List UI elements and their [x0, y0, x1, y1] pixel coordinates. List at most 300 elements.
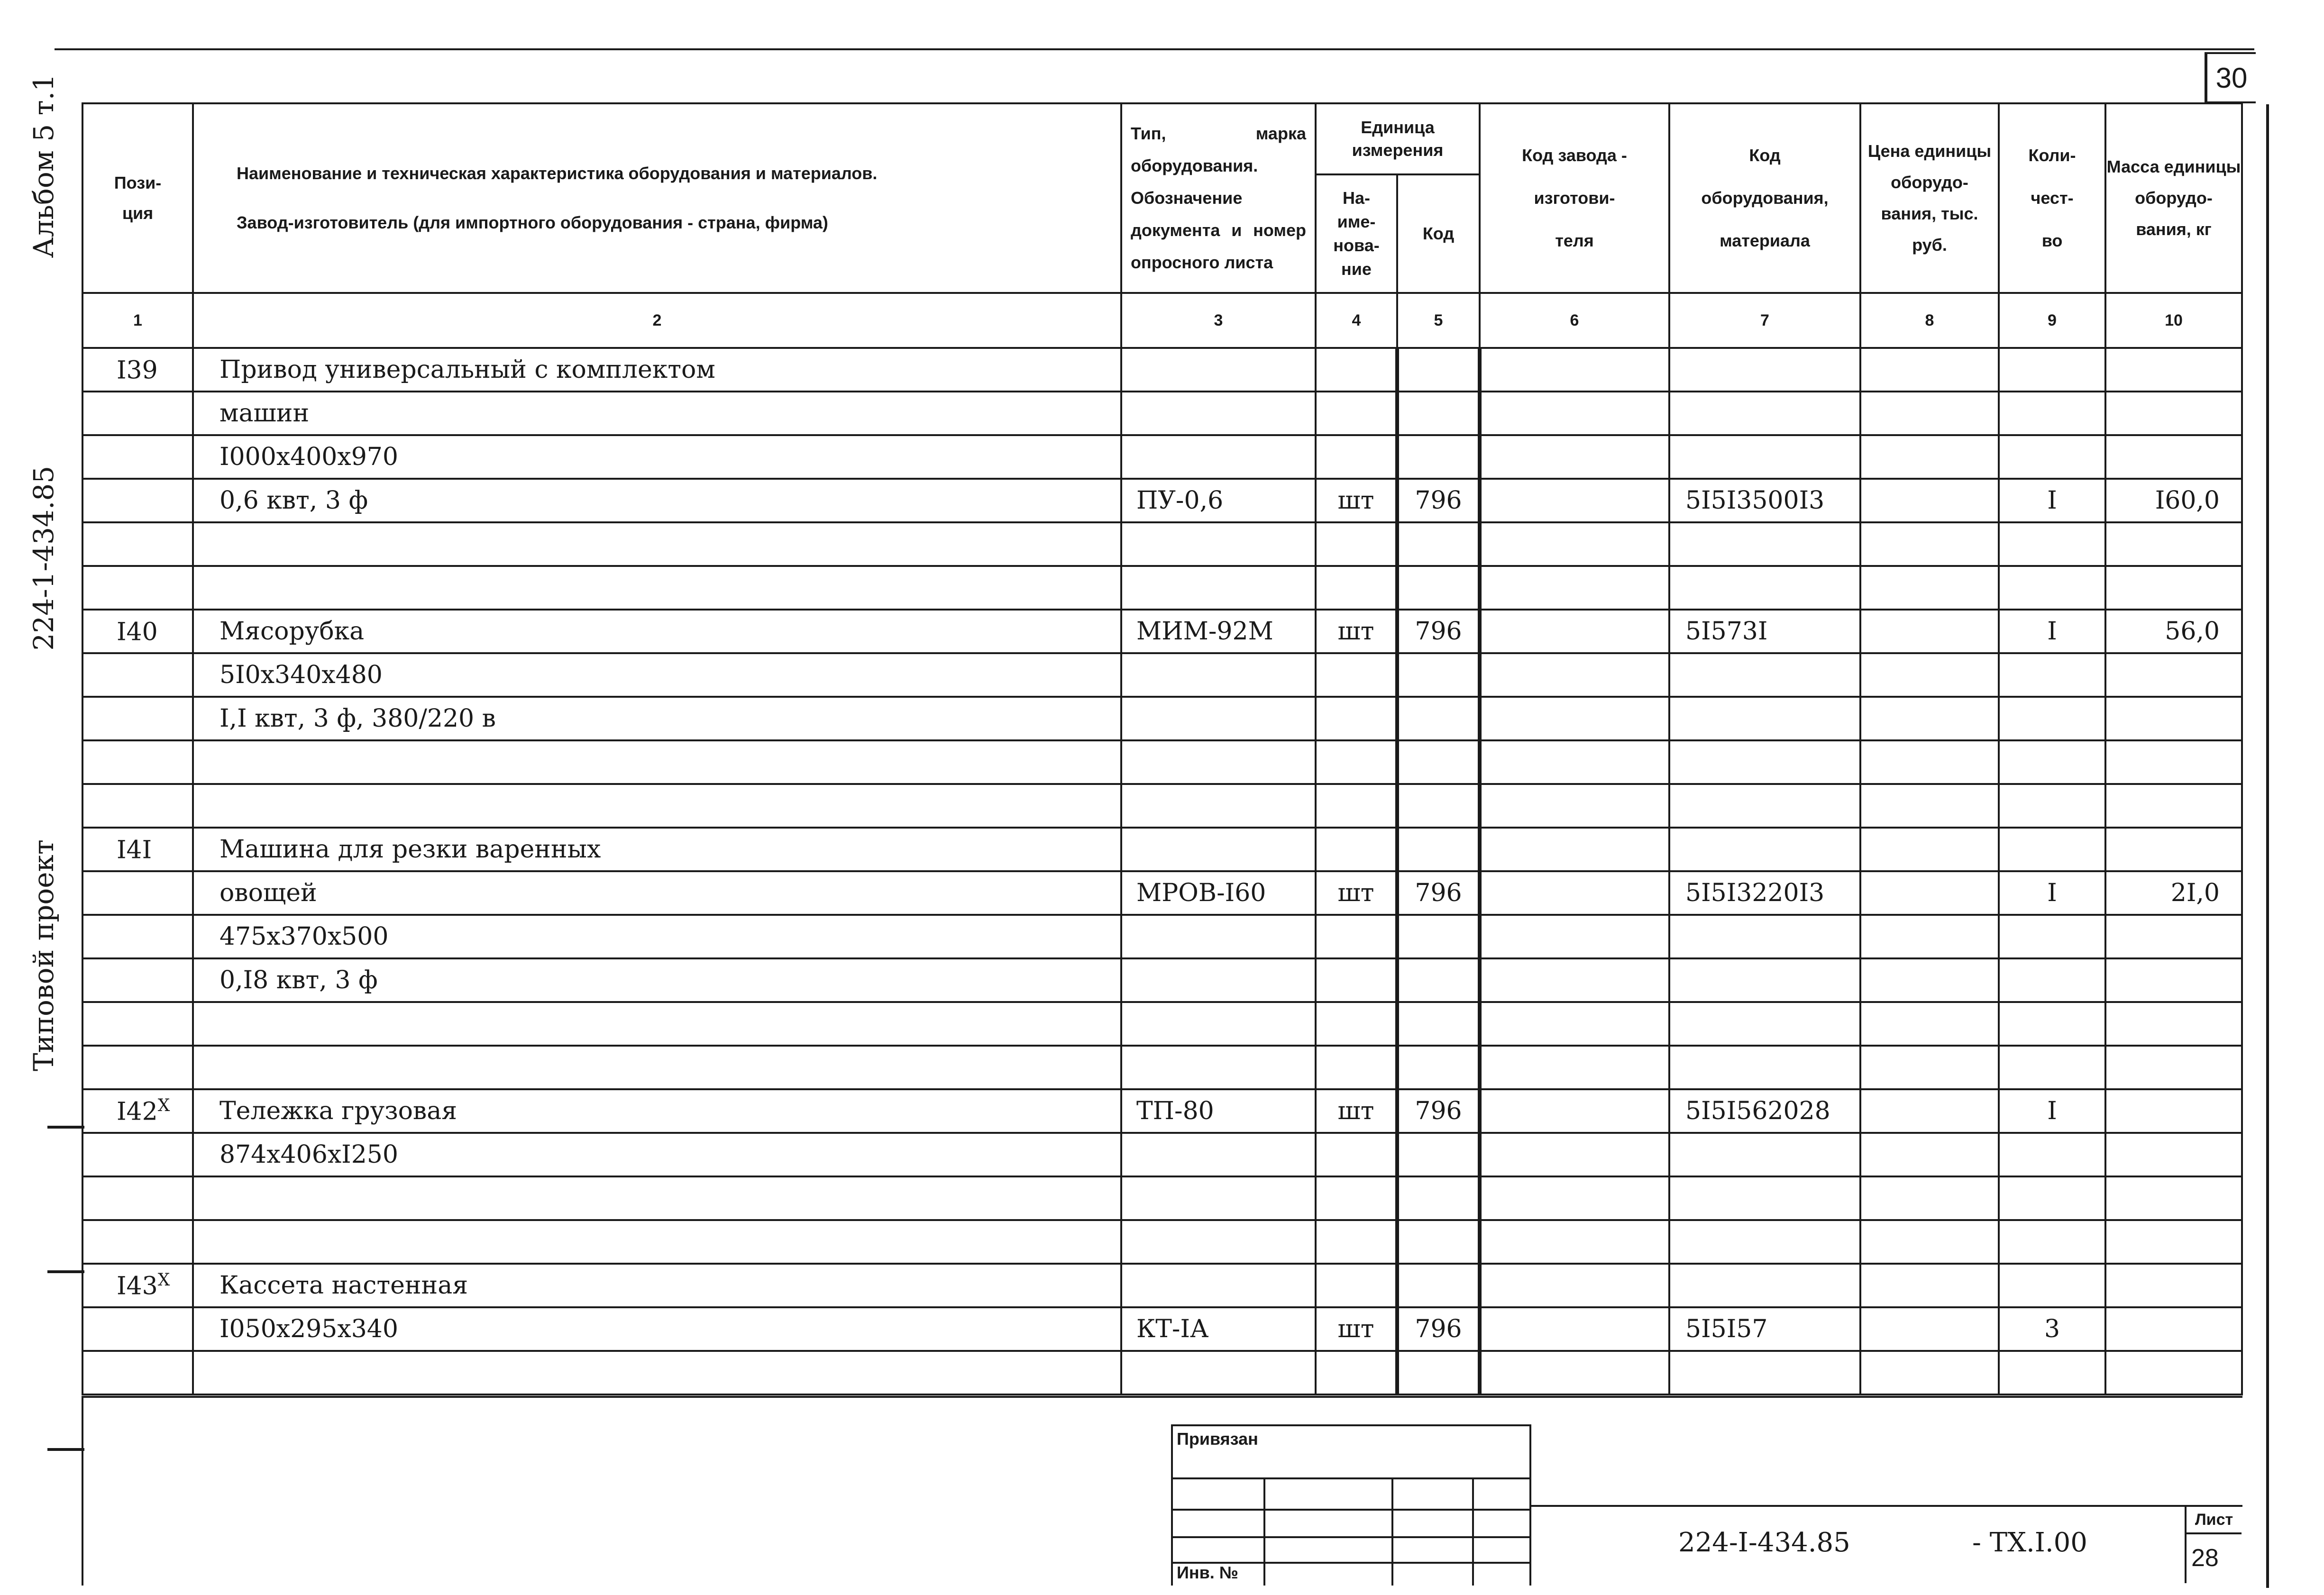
unit-code-cell: [1397, 653, 1480, 697]
name-cell-text: 874x406xI250: [220, 1140, 398, 1169]
document-suffix: - ТХ.I.00: [1972, 1527, 2087, 1558]
header-name-line1: Наименование и техническая характеристика оборудования и материалов.: [237, 164, 878, 183]
name-cell: [193, 1307, 1121, 1351]
unit-cell: [1316, 435, 1397, 479]
stamp-line: [1472, 1477, 1474, 1586]
column-number: 2: [193, 293, 1121, 348]
name-cell: [193, 653, 1121, 697]
equipment-code-cell: [1669, 348, 1860, 392]
table-row: [82, 1046, 2242, 1089]
header-quantity: Коли- чест- во: [1999, 103, 2105, 293]
header-equipment-code: Код оборудования, материала: [1669, 103, 1860, 293]
mass-cell: [2105, 915, 2242, 958]
plant-code-cell: [1480, 610, 1669, 653]
plant-code-cell: [1480, 1351, 1669, 1394]
name-cell: [193, 566, 1121, 610]
side-margin-text: [27, 74, 60, 1071]
type-cell: [1121, 1176, 1316, 1220]
page-number: 30: [2205, 52, 2256, 103]
unit-code-cell: [1397, 1220, 1480, 1264]
position-mark: X: [157, 1096, 170, 1116]
equipment-code-cell: [1669, 784, 1860, 828]
quantity-cell: [1999, 1176, 2105, 1220]
unit-cell: [1316, 653, 1397, 697]
specification-table: [82, 102, 2243, 1395]
plant-code-cell: [1480, 740, 1669, 784]
header-type: Тип, марка оборудования. Обозначение документа и номер опросного листа: [1121, 103, 1316, 293]
name-cell: [193, 1176, 1121, 1220]
top-border-line: [55, 48, 2254, 50]
type-cell: [1121, 1220, 1316, 1264]
unit-code-cell-text: 796: [1415, 879, 1462, 907]
header-unit-code: Код: [1397, 174, 1480, 293]
position-cell-text: I43: [117, 1272, 158, 1301]
plant-code-cell: [1480, 915, 1669, 958]
unit-cell-text: шт: [1337, 879, 1374, 907]
position-cell-text: I4I: [117, 836, 152, 865]
price-cell: [1860, 1351, 1999, 1394]
unit-code-cell: [1397, 566, 1480, 610]
quantity-cell: [1999, 1133, 2105, 1176]
sheet-number: 28: [2191, 1544, 2219, 1572]
quantity-cell: [1999, 1046, 2105, 1089]
unit-cell: [1316, 1307, 1397, 1351]
header-price: Цена единицы оборудо- вания, тыс. руб.: [1860, 103, 1999, 293]
name-cell: [193, 697, 1121, 740]
unit-code-cell: [1397, 1307, 1480, 1351]
mass-cell: [2105, 784, 2242, 828]
quantity-cell: [1999, 566, 2105, 610]
position-cell: [82, 1176, 193, 1220]
quantity-cell-text: I: [2047, 1097, 2057, 1125]
unit-code-cell: [1397, 479, 1480, 522]
equipment-code-cell: [1669, 1220, 1860, 1264]
quantity-cell: [1999, 392, 2105, 435]
type-cell-text: ТП-80: [1136, 1097, 1214, 1125]
stamp-line: [1171, 1477, 1531, 1479]
table-row: [82, 915, 2242, 958]
unit-code-cell: [1397, 1351, 1480, 1394]
mass-cell: [2105, 566, 2242, 610]
mass-cell: [2105, 392, 2242, 435]
equipment-code-cell: [1669, 958, 1860, 1002]
mass-cell-text: 56,0: [2165, 617, 2220, 646]
equipment-code-cell: [1669, 522, 1860, 566]
price-cell: [1860, 392, 1999, 435]
equipment-code-cell: [1669, 871, 1860, 915]
unit-code-cell: [1397, 915, 1480, 958]
mass-cell: [2105, 1002, 2242, 1046]
equipment-code-cell-text: 5I5I3220I3: [1685, 879, 1825, 907]
name-cell: [193, 1133, 1121, 1176]
name-cell-text: 5I0x340x480: [220, 661, 383, 689]
side-album-label: Альбом 5 т.1: [27, 73, 60, 258]
header-unit: Единица измерения: [1316, 103, 1480, 174]
price-cell: [1860, 697, 1999, 740]
side-project-code: 224-1-434.85: [27, 465, 60, 651]
name-cell: [193, 958, 1121, 1002]
quantity-cell: [1999, 435, 2105, 479]
name-cell: [193, 348, 1121, 392]
type-cell: [1121, 522, 1316, 566]
equipment-code-cell-text: 5I573I: [1685, 617, 1768, 646]
type-cell: [1121, 1046, 1316, 1089]
name-cell-text: I000x400x970: [220, 443, 398, 471]
name-cell-text: 0,I8 квт, 3 ф: [220, 966, 378, 994]
unit-cell: [1316, 479, 1397, 522]
table-row: [82, 392, 2242, 435]
price-cell: [1860, 871, 1999, 915]
position-cell-text: I40: [117, 618, 158, 647]
table-body: [82, 348, 2242, 1394]
unit-cell-text: шт: [1337, 617, 1374, 646]
unit-code-cell: [1397, 435, 1480, 479]
mass-cell: [2105, 435, 2242, 479]
equipment-code-cell: [1669, 610, 1860, 653]
name-cell: [193, 828, 1121, 871]
mass-cell: [2105, 1133, 2242, 1176]
mass-cell: [2105, 479, 2242, 522]
unit-code-cell: [1397, 784, 1480, 828]
position-cell: [82, 828, 193, 871]
plant-code-cell: [1480, 1176, 1669, 1220]
equipment-code-cell: [1669, 740, 1860, 784]
position-cell: [82, 479, 193, 522]
equipment-code-cell: [1669, 435, 1860, 479]
unit-cell: [1316, 958, 1397, 1002]
name-cell: [193, 392, 1121, 435]
column-number: 5: [1397, 293, 1480, 348]
unit-cell: [1316, 566, 1397, 610]
price-cell: [1860, 610, 1999, 653]
unit-code-cell: [1397, 958, 1480, 1002]
table-row: [82, 1351, 2242, 1394]
mass-cell: [2105, 1089, 2242, 1133]
header-name: [193, 103, 1121, 293]
column-number: 8: [1860, 293, 1999, 348]
plant-code-cell: [1480, 348, 1669, 392]
position-cell: [82, 348, 193, 392]
column-number: 9: [1999, 293, 2105, 348]
unit-code-cell: [1397, 522, 1480, 566]
plant-code-cell: [1480, 653, 1669, 697]
type-cell: [1121, 1351, 1316, 1394]
stamp-line: [1263, 1477, 1265, 1586]
name-cell: [193, 740, 1121, 784]
price-cell: [1860, 435, 1999, 479]
name-cell-text: 475x370x500: [220, 922, 389, 951]
table-row: [82, 828, 2242, 871]
plant-code-cell: [1480, 566, 1669, 610]
price-cell: [1860, 653, 1999, 697]
mass-cell-text: 2I,0: [2170, 879, 2220, 907]
table-row: [82, 1176, 2242, 1220]
type-cell: [1121, 697, 1316, 740]
table-row: [82, 1133, 2242, 1176]
unit-code-cell: [1397, 1046, 1480, 1089]
plant-code-cell: [1480, 1133, 1669, 1176]
price-cell: [1860, 479, 1999, 522]
table-row: [82, 1264, 2242, 1307]
position-cell: [82, 740, 193, 784]
unit-code-cell: [1397, 1133, 1480, 1176]
position-cell: [82, 1133, 193, 1176]
unit-code-cell: [1397, 828, 1480, 871]
table-row: [82, 566, 2242, 610]
stamp-line: [1391, 1477, 1393, 1586]
quantity-cell: [1999, 653, 2105, 697]
unit-cell: [1316, 610, 1397, 653]
equipment-code-cell: [1669, 1046, 1860, 1089]
type-cell: [1121, 566, 1316, 610]
table-row: [82, 435, 2242, 479]
table-row: [82, 479, 2242, 522]
unit-cell: [1316, 1002, 1397, 1046]
position-cell: [82, 1351, 193, 1394]
quantity-cell: [1999, 958, 2105, 1002]
type-cell: [1121, 653, 1316, 697]
name-cell-text: машин: [220, 399, 310, 428]
quantity-cell: [1999, 348, 2105, 392]
unit-code-cell: [1397, 392, 1480, 435]
unit-code-cell: [1397, 697, 1480, 740]
type-cell: [1121, 1089, 1316, 1133]
margin-tick: [47, 1126, 84, 1129]
type-cell-text: МРОВ-I60: [1136, 879, 1266, 907]
right-border-line: [2266, 104, 2269, 1588]
unit-code-cell-text: 796: [1415, 617, 1462, 646]
type-cell: [1121, 610, 1316, 653]
plant-code-cell: [1480, 871, 1669, 915]
inventory-number-label: Инв. №: [1177, 1563, 1238, 1582]
plant-code-cell: [1480, 784, 1669, 828]
quantity-cell: [1999, 784, 2105, 828]
side-project-label: Типовой проект: [27, 839, 60, 1071]
quantity-cell: [1999, 871, 2105, 915]
position-cell: [82, 1264, 193, 1307]
unit-code-cell: [1397, 1176, 1480, 1220]
position-cell: [82, 1089, 193, 1133]
mass-cell: [2105, 958, 2242, 1002]
header-unit-name: На- име- нова- ние: [1316, 174, 1397, 293]
unit-cell: [1316, 1089, 1397, 1133]
position-cell: [82, 1002, 193, 1046]
position-cell: [82, 1220, 193, 1264]
price-cell: [1860, 740, 1999, 784]
quantity-cell: [1999, 915, 2105, 958]
unit-cell: [1316, 740, 1397, 784]
equipment-code-cell: [1669, 1351, 1860, 1394]
price-cell: [1860, 1089, 1999, 1133]
table-row: [82, 740, 2242, 784]
quantity-cell: [1999, 1002, 2105, 1046]
name-cell: [193, 784, 1121, 828]
type-cell: [1121, 1307, 1316, 1351]
quantity-cell: [1999, 1089, 2105, 1133]
unit-cell: [1316, 522, 1397, 566]
column-number: 3: [1121, 293, 1316, 348]
position-cell: [82, 653, 193, 697]
type-cell: [1121, 1002, 1316, 1046]
unit-cell: [1316, 1264, 1397, 1307]
unit-code-cell: [1397, 610, 1480, 653]
quantity-cell: [1999, 1307, 2105, 1351]
name-cell: [193, 871, 1121, 915]
column-number: 6: [1480, 293, 1669, 348]
mass-cell: [2105, 1351, 2242, 1394]
mass-cell: [2105, 1046, 2242, 1089]
name-cell: [193, 1046, 1121, 1089]
position-cell: [82, 1046, 193, 1089]
name-cell-text: I,I квт, 3 ф, 380/220 в: [220, 704, 496, 733]
type-cell: [1121, 392, 1316, 435]
plant-code-cell: [1480, 435, 1669, 479]
left-border-line: [82, 1396, 83, 1586]
plant-code-cell: [1480, 392, 1669, 435]
equipment-code-cell-text: 5I5I57: [1685, 1315, 1768, 1343]
name-cell: [193, 1002, 1121, 1046]
header-mass: Масса единицы оборудо- вания, кг: [2105, 103, 2242, 293]
header-plant-code: Код завода - изготови- теля: [1480, 103, 1669, 293]
price-cell: [1860, 566, 1999, 610]
price-cell: [1860, 915, 1999, 958]
type-cell: [1121, 348, 1316, 392]
mass-cell: [2105, 522, 2242, 566]
type-cell: [1121, 871, 1316, 915]
type-cell: [1121, 828, 1316, 871]
document-number: 224-I-434.85: [1678, 1527, 1850, 1558]
price-cell: [1860, 1176, 1999, 1220]
price-cell: [1860, 1264, 1999, 1307]
plant-code-cell: [1480, 1307, 1669, 1351]
unit-code-cell-text: 796: [1415, 1097, 1462, 1125]
equipment-code-cell: [1669, 915, 1860, 958]
plant-code-cell: [1480, 697, 1669, 740]
unit-cell-text: шт: [1337, 486, 1374, 515]
position-cell: [82, 958, 193, 1002]
quantity-cell: [1999, 1220, 2105, 1264]
price-cell: [1860, 1133, 1999, 1176]
equipment-code-cell: [1669, 1264, 1860, 1307]
name-cell: [193, 915, 1121, 958]
quantity-cell: [1999, 1264, 2105, 1307]
bottom-table-line: [82, 1396, 2242, 1398]
margin-tick: [47, 1270, 84, 1273]
sheet-label: Лист: [2187, 1505, 2242, 1534]
equipment-code-cell: [1669, 828, 1860, 871]
type-cell: [1121, 1264, 1316, 1307]
quantity-cell: [1999, 828, 2105, 871]
name-cell-text: I050x295x340: [220, 1315, 398, 1343]
position-cell: [82, 522, 193, 566]
type-cell-text: КТ-IА: [1136, 1315, 1209, 1343]
table-row: [82, 1307, 2242, 1351]
position-cell: [82, 871, 193, 915]
unit-code-cell-text: 796: [1415, 486, 1462, 515]
name-cell-text: 0,6 квт, 3 ф: [220, 486, 368, 515]
quantity-cell: [1999, 479, 2105, 522]
plant-code-cell: [1480, 1046, 1669, 1089]
table-row: [82, 958, 2242, 1002]
title-block-line: [1531, 1505, 2242, 1507]
price-cell: [1860, 348, 1999, 392]
price-cell: [1860, 1220, 1999, 1264]
name-cell: [193, 522, 1121, 566]
quantity-cell: [1999, 522, 2105, 566]
mass-cell: [2105, 610, 2242, 653]
price-cell: [1860, 828, 1999, 871]
sheet-box: [2185, 1505, 2242, 1583]
unit-code-cell: [1397, 348, 1480, 392]
unit-code-cell-text: 796: [1415, 1315, 1462, 1343]
price-cell: [1860, 958, 1999, 1002]
name-cell-text: Мясорубка: [220, 617, 365, 646]
unit-code-cell: [1397, 1264, 1480, 1307]
unit-code-cell: [1397, 871, 1480, 915]
name-cell: [193, 435, 1121, 479]
quantity-cell: [1999, 1351, 2105, 1394]
type-cell: [1121, 435, 1316, 479]
equipment-code-cell-text: 5I5I562028: [1685, 1097, 1830, 1125]
unit-cell: [1316, 392, 1397, 435]
unit-code-cell: [1397, 1089, 1480, 1133]
price-cell: [1860, 522, 1999, 566]
position-cell: [82, 697, 193, 740]
equipment-code-cell: [1669, 653, 1860, 697]
equipment-code-cell: [1669, 479, 1860, 522]
table-row: [82, 697, 2242, 740]
unit-cell: [1316, 1176, 1397, 1220]
unit-cell-text: шт: [1337, 1097, 1374, 1125]
unit-code-cell: [1397, 1002, 1480, 1046]
header-name-line2: Завод-изготовитель (для импортного оборудования - страна, фирма): [237, 213, 828, 232]
binding-stamp: [1171, 1424, 1531, 1586]
plant-code-cell: [1480, 828, 1669, 871]
position-mark: X: [157, 1270, 170, 1290]
unit-cell: [1316, 697, 1397, 740]
table-row: [82, 348, 2242, 392]
quantity-cell: [1999, 610, 2105, 653]
plant-code-cell: [1480, 958, 1669, 1002]
name-cell-text: Привод универсальный с комплектом: [220, 355, 715, 384]
quantity-cell-text: I: [2047, 617, 2057, 646]
column-number-row: [82, 293, 2242, 348]
quantity-cell-text: I: [2047, 879, 2057, 907]
name-cell: [193, 479, 1121, 522]
name-cell-text: Тележка грузовая: [220, 1097, 457, 1125]
type-cell: [1121, 740, 1316, 784]
position-cell: [82, 392, 193, 435]
type-cell: [1121, 1133, 1316, 1176]
unit-cell: [1316, 1046, 1397, 1089]
type-cell-text: ПУ-0,6: [1136, 486, 1224, 515]
equipment-code-cell: [1669, 1089, 1860, 1133]
name-cell-text: Кассета настенная: [220, 1271, 468, 1300]
position-cell: [82, 1307, 193, 1351]
plant-code-cell: [1480, 1002, 1669, 1046]
type-cell-text: МИМ-92М: [1136, 617, 1273, 646]
name-cell: [193, 1264, 1121, 1307]
unit-code-cell: [1397, 740, 1480, 784]
equipment-code-cell: [1669, 1176, 1860, 1220]
mass-cell: [2105, 348, 2242, 392]
position-cell: [82, 784, 193, 828]
table-row: [82, 1089, 2242, 1133]
equipment-code-cell: [1669, 392, 1860, 435]
unit-cell: [1316, 1133, 1397, 1176]
price-cell: [1860, 784, 1999, 828]
column-number: 7: [1669, 293, 1860, 348]
